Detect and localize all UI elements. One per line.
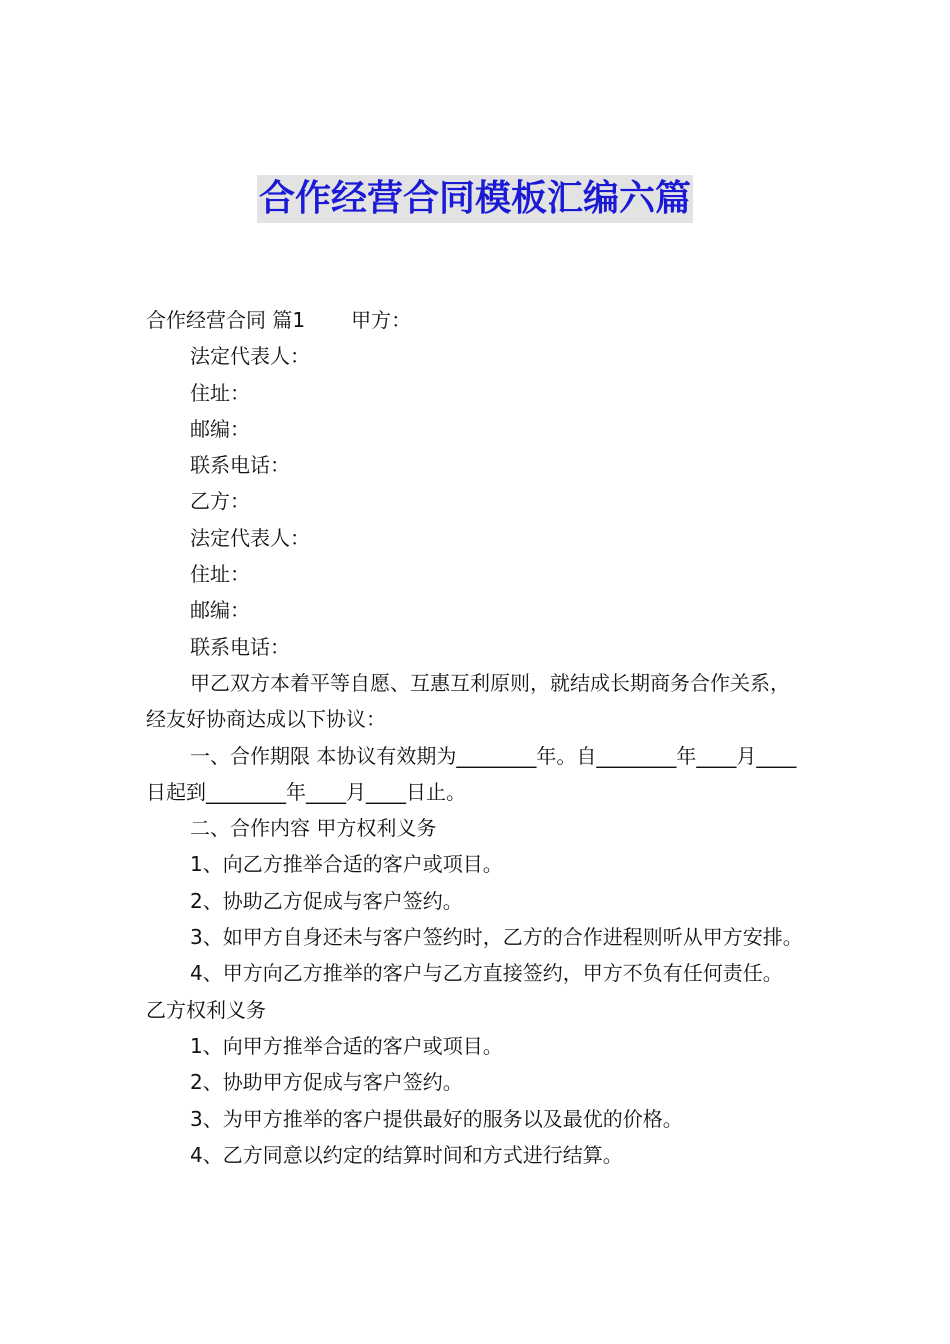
paragraph: 甲乙双方本着平等自愿、互惠互利原则，就结成长期商务合作关系，经友好协商达成以下协议： — [146, 670, 790, 732]
paragraph: 2、协助甲方促成与客户签约。 — [190, 1070, 463, 1095]
paragraph: 邮编： — [190, 598, 250, 623]
paragraph: 1、向甲方推举合适的客户或项目。 — [190, 1033, 503, 1058]
paragraph: 法定代表人： — [190, 344, 310, 369]
paragraph: 3、为甲方推举的客户提供最好的服务以及最优的价格。 — [190, 1106, 683, 1131]
paragraph: 住址： — [190, 562, 250, 587]
paragraph: 1、向乙方推举合适的客户或项目。 — [190, 852, 503, 877]
paragraph: 联系电话： — [190, 453, 290, 478]
paragraph: 邮编： — [190, 416, 250, 441]
paragraph: 住址： — [190, 380, 250, 405]
document-body — [146, 302, 806, 1173]
party-a-label: 甲方： — [351, 308, 412, 332]
paragraph: 2、协助乙方促成与客户签约。 — [190, 888, 463, 913]
section-label: 合作经营合同 篇1 — [146, 308, 306, 332]
heading-line — [146, 302, 806, 338]
paragraph: 联系电话： — [190, 634, 290, 659]
paragraph: 乙方： — [190, 489, 250, 514]
paragraph: 二、合作内容 甲方权利义务 — [190, 816, 437, 841]
document-title: 合作经营合同模板汇编六篇 — [257, 175, 693, 223]
title-container — [0, 175, 950, 223]
paragraph: 一、合作期限 本协议有效期为________年。自________年____月____日起到________年____月____日止。 — [146, 743, 797, 804]
paragraph: 4、乙方同意以约定的结算时间和方式进行结算。 — [190, 1142, 623, 1167]
paragraph: 3、如甲方自身还未与客户签约时，乙方的合作进程则听从甲方安排。 — [190, 925, 803, 950]
paragraph: 法定代表人： — [190, 525, 310, 550]
paragraph: 4、甲方向乙方推举的客户与乙方直接签约，甲方不负有任何责任。 乙方权利义务 — [146, 961, 790, 1022]
